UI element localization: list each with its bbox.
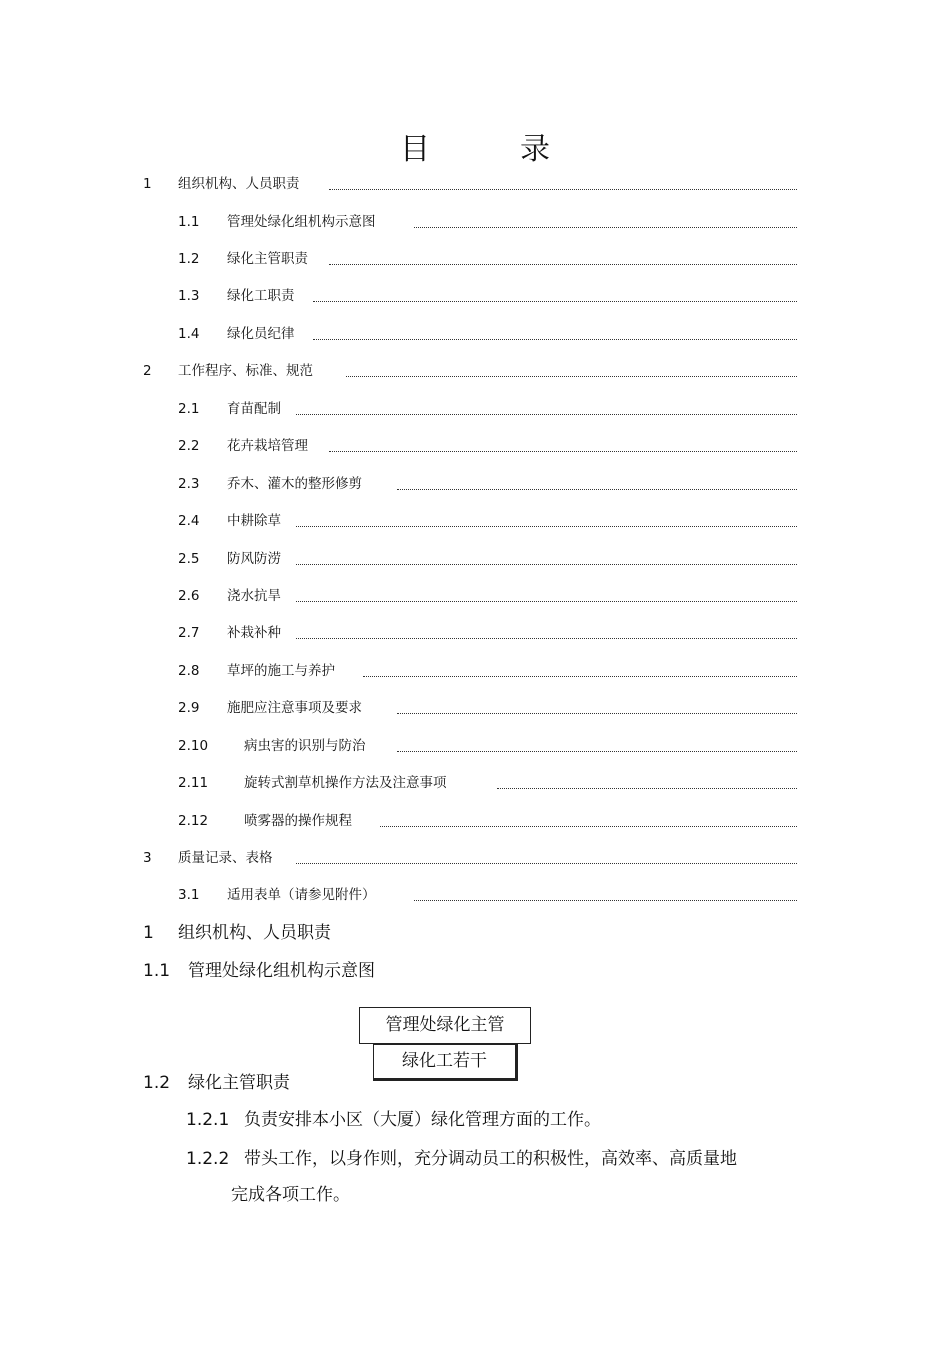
toc-entry[interactable]	[178, 474, 797, 494]
toc-entry[interactable]	[178, 549, 797, 569]
toc-label: 适用表单（请参见附件）	[227, 887, 376, 903]
toc-dot-leader	[414, 898, 797, 901]
toc-entry[interactable]	[178, 623, 797, 643]
toc-entry[interactable]	[178, 586, 797, 606]
toc-dot-leader	[497, 786, 797, 789]
toc-entry[interactable]	[178, 286, 797, 306]
item-number: 1.2.1	[186, 1110, 230, 1130]
section-heading-1-2	[143, 1071, 290, 1095]
item-number: 1.2.2	[186, 1149, 230, 1169]
toc-entry[interactable]	[178, 212, 797, 232]
toc-dot-leader	[380, 824, 797, 827]
toc-label: 绿化主管职责	[227, 251, 308, 267]
section-title: 绿化主管职责	[188, 1073, 290, 1093]
toc-label: 乔木、灌木的整形修剪	[227, 476, 362, 492]
toc-number: 2.3	[178, 476, 200, 492]
toc-dot-leader	[296, 861, 797, 864]
toc-number: 3	[143, 850, 152, 866]
toc-dot-leader	[397, 487, 797, 490]
duty-item-1-2-1	[186, 1108, 601, 1132]
toc-number: 3.1	[178, 887, 200, 903]
toc-dot-leader	[346, 374, 797, 377]
toc-label: 防风防涝	[227, 551, 281, 567]
toc-number: 1.4	[178, 326, 200, 342]
toc-entry[interactable]	[143, 361, 797, 381]
toc-label: 工作程序、标准、规范	[178, 363, 313, 379]
toc-number: 2.8	[178, 663, 200, 679]
toc-label: 育苗配制	[227, 401, 281, 417]
toc-label: 质量记录、表格	[178, 850, 273, 866]
toc-number: 1	[143, 176, 152, 192]
toc-label: 花卉栽培管理	[227, 438, 308, 454]
toc-label: 病虫害的识别与防治	[244, 738, 366, 754]
toc-entry[interactable]	[143, 174, 797, 194]
toc-label: 施肥应注意事项及要求	[227, 700, 362, 716]
toc-title: 目 录	[400, 132, 580, 167]
toc-label: 绿化员纪律	[227, 326, 295, 342]
toc-dot-leader	[329, 187, 797, 190]
toc-number: 2.10	[178, 738, 209, 754]
toc-entry[interactable]	[178, 736, 797, 756]
toc-dot-leader	[329, 262, 797, 265]
toc-number: 2.1	[178, 401, 200, 417]
toc-number: 2.7	[178, 625, 200, 641]
section-number: 1.1	[143, 961, 171, 981]
duty-item-1-2-2	[186, 1147, 737, 1171]
toc-dot-leader	[414, 225, 797, 228]
toc-label: 组织机构、人员职责	[178, 176, 300, 192]
toc-label: 草坪的施工与养护	[227, 663, 335, 679]
section-number: 1.2	[143, 1073, 171, 1093]
toc-label: 浇水抗旱	[227, 588, 281, 604]
toc-dot-leader	[296, 524, 797, 527]
toc-number: 2.6	[178, 588, 200, 604]
toc-label: 旋转式割草机操作方法及注意事项	[244, 775, 447, 791]
section-heading-1	[143, 921, 331, 945]
toc-entry[interactable]	[178, 436, 797, 456]
section-number: 1	[143, 923, 154, 943]
org-box-workers: 绿化工若干	[373, 1044, 518, 1081]
toc-number: 2.5	[178, 551, 200, 567]
toc-dot-leader	[296, 562, 797, 565]
org-box-supervisor: 管理处绿化主管	[359, 1007, 531, 1044]
toc-entry[interactable]	[178, 511, 797, 531]
toc-number: 2.9	[178, 700, 200, 716]
item-text: 带头工作，以身作则，充分调动员工的积极性，高效率、高质量地	[244, 1149, 737, 1169]
toc-label: 补栽补种	[227, 625, 281, 641]
toc-entry[interactable]	[178, 324, 797, 344]
toc-entry[interactable]	[178, 811, 797, 831]
toc-dot-leader	[296, 412, 797, 415]
section-title: 管理处绿化组机构示意图	[188, 961, 375, 981]
toc-dot-leader	[313, 299, 797, 302]
toc-label: 中耕除草	[227, 513, 281, 529]
toc-dot-leader	[296, 599, 797, 602]
toc-dot-leader	[397, 711, 797, 714]
toc-entry[interactable]	[178, 885, 797, 905]
toc-label: 绿化工职责	[227, 288, 295, 304]
toc-label: 喷雾器的操作规程	[244, 813, 352, 829]
toc-number: 1.1	[178, 214, 200, 230]
toc-entry[interactable]	[143, 848, 797, 868]
toc-number: 2.12	[178, 813, 209, 829]
section-title: 组织机构、人员职责	[178, 923, 331, 943]
toc-dot-leader	[363, 674, 797, 677]
toc-number: 1.3	[178, 288, 200, 304]
section-heading-1-1	[143, 959, 375, 983]
toc-entry[interactable]	[178, 249, 797, 269]
toc-entry[interactable]	[178, 399, 797, 419]
toc-entry[interactable]	[178, 773, 797, 793]
toc-number: 2.4	[178, 513, 200, 529]
toc-dot-leader	[296, 636, 797, 639]
toc-dot-leader	[397, 749, 797, 752]
toc-dot-leader	[313, 337, 797, 340]
toc-number: 2	[143, 363, 152, 379]
toc-number: 2.2	[178, 438, 200, 454]
toc-entry[interactable]	[178, 661, 797, 681]
toc-dot-leader	[329, 449, 797, 452]
toc-entry[interactable]	[178, 698, 797, 718]
toc-number: 1.2	[178, 251, 200, 267]
toc-number: 2.11	[178, 775, 209, 791]
item-text: 负责安排本小区（大厦）绿化管理方面的工作。	[244, 1110, 601, 1130]
duty-item-1-2-2-continuation: 完成各项工作。	[231, 1185, 350, 1205]
toc-label: 管理处绿化组机构示意图	[227, 214, 376, 230]
